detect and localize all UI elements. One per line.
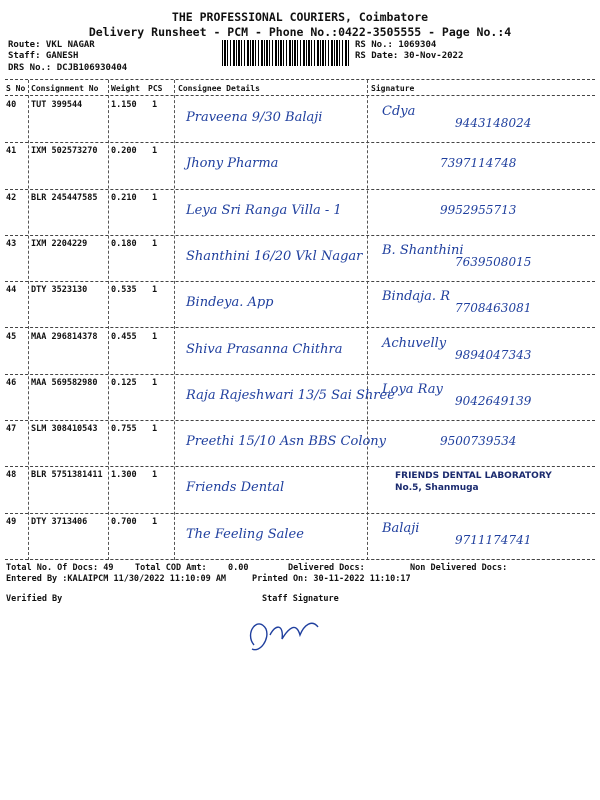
- table-row: [0, 328, 600, 374]
- table-row: [0, 420, 600, 466]
- total-cod-value: 0.00: [228, 563, 249, 573]
- rs-date: RS Date: 30-Nov-2022: [355, 51, 464, 61]
- row-weight: 1.150: [111, 100, 137, 110]
- row-sno: 46: [6, 377, 17, 388]
- row-weight: 0.755: [111, 424, 137, 435]
- staff-signature-label: Staff Signature: [262, 594, 339, 604]
- drs-number: DRS No.: DCJB106930404: [8, 63, 128, 73]
- row-sno: 44: [6, 285, 17, 296]
- staff-label: Staff: GANESH: [8, 51, 79, 61]
- total-docs: Total No. Of Docs: 49: [6, 563, 114, 573]
- col-weight: Weight: [111, 84, 140, 93]
- row-pcs: 1: [152, 470, 158, 481]
- row-sno: 43: [6, 238, 17, 249]
- row-consignment-no: DTY 3713406: [31, 516, 88, 527]
- row-consignee-handwriting: Friends Dental: [186, 480, 285, 496]
- row-signature: Loya Ray: [382, 381, 443, 397]
- col-pcs: PCS: [148, 84, 163, 93]
- table-row: [0, 466, 600, 512]
- row-sno: 42: [6, 192, 17, 203]
- row-phone: 9042649139: [455, 393, 532, 408]
- col-signature: Signature: [371, 84, 415, 93]
- row-phone: 9894047343: [455, 347, 532, 362]
- row-signature: B. Shanthini: [382, 242, 464, 258]
- row-weight: 0.200: [111, 146, 137, 157]
- row-consignment-no: DTY 3523130: [31, 285, 88, 296]
- row-weight: 1.300: [111, 470, 137, 481]
- row-phone: 7397114748: [440, 156, 517, 171]
- divider: [5, 559, 595, 560]
- row-consignment-no: SLM 308410543: [31, 424, 98, 435]
- row-pcs: 1: [152, 516, 158, 527]
- row-pcs: 1: [152, 238, 158, 249]
- row-sno: 45: [6, 331, 17, 342]
- row-consignee-handwriting: Shiva Prasanna Chithra: [186, 341, 343, 357]
- row-signature: Cdya: [382, 104, 416, 119]
- row-phone: 7639508015: [455, 254, 532, 269]
- row-consignee-handwriting: Leya Sri Ranga Villa - 1: [186, 202, 342, 218]
- row-consignee-handwriting: The Feeling Salee: [186, 526, 304, 542]
- row-pcs: 1: [152, 377, 158, 388]
- row-sno: 40: [6, 100, 17, 110]
- row-consignee-handwriting: Jhony Pharma: [186, 156, 279, 172]
- row-consignment-no: BLR 245447585: [31, 192, 98, 203]
- row-weight: 0.125: [111, 377, 137, 388]
- total-cod-label: Total COD Amt:: [135, 563, 207, 573]
- table-row: [0, 96, 600, 142]
- row-sno: 49: [6, 516, 17, 527]
- row-weight: 0.455: [111, 331, 137, 342]
- company-title: THE PROFESSIONAL COURIERS, Coimbatore: [171, 10, 429, 24]
- table-row: [0, 142, 600, 188]
- row-phone: 7708463081: [455, 301, 532, 316]
- row-pcs: 1: [152, 192, 158, 203]
- table-row: [0, 281, 600, 327]
- non-delivered-docs: Non Delivered Docs:: [410, 563, 508, 573]
- row-consignee-handwriting: Raja Rajeshwari 13/5 Sai Shree: [186, 387, 395, 403]
- row-pcs: 1: [152, 285, 158, 296]
- row-pcs: 1: [152, 100, 158, 110]
- row-signature: Bindaja. R: [382, 289, 450, 305]
- delivered-docs: Delivered Docs:: [288, 563, 365, 573]
- row-phone: 9711174741: [455, 532, 532, 547]
- row-consignment-no: MAA 569582980: [31, 377, 98, 388]
- row-consignment-no: MAA 296814378: [31, 331, 98, 342]
- verified-by: Verified By: [6, 594, 63, 604]
- row-phone: 9952955713: [440, 202, 517, 217]
- row-weight: 0.535: [111, 285, 137, 296]
- row-consignment-no: BLR 5751381411: [31, 470, 103, 481]
- col-sno: S No: [6, 84, 26, 93]
- row-pcs: 1: [152, 331, 158, 342]
- row-phone: 9443148024: [455, 116, 532, 130]
- row-consignment-no: IXM 2204229: [31, 238, 88, 249]
- route-label: Route: VKL NAGAR: [8, 40, 95, 50]
- row-consignee-handwriting: Bindeya. App: [186, 295, 274, 311]
- table-row: [0, 235, 600, 281]
- row-weight: 0.700: [111, 516, 137, 527]
- row-weight: 0.210: [111, 192, 137, 203]
- row-consignment-no: IXM 502573270: [31, 146, 98, 157]
- row-sno: 47: [6, 424, 17, 435]
- row-phone: 9500739534: [440, 434, 517, 449]
- row-pcs: 1: [152, 424, 158, 435]
- col-consignee: Consignee Details: [178, 84, 260, 93]
- col-consignment: Consignment No: [31, 84, 99, 93]
- row-sno: 41: [6, 146, 17, 157]
- rs-number: RS No.: 1069304: [355, 40, 437, 50]
- row-consignee-handwriting: Shanthini 16/20 Vkl Nagar: [186, 248, 363, 264]
- row-signature: Balaji: [382, 520, 420, 536]
- row-consignee-handwriting: Preethi 15/10 Asn BBS Colony: [186, 434, 387, 450]
- table-row: [0, 513, 600, 559]
- row-consignment-no: TUT 399544: [31, 100, 83, 110]
- barcode: [222, 40, 350, 66]
- row-consignee-handwriting: Praveena 9/30 Balaji: [186, 110, 323, 125]
- table-row: [0, 189, 600, 235]
- entered-by: Entered By :KALAIPCM 11/30/2022 11:10:09 AM: [6, 574, 227, 584]
- printed-on: Printed On: 30-11-2022 11:10:17: [252, 574, 411, 584]
- row-weight: 0.180: [111, 238, 137, 249]
- divider: [5, 79, 595, 80]
- runsheet-title: Delivery Runsheet - PCM - Phone No.:0422-3505555 - Page No.:4: [88, 25, 512, 39]
- row-signature: Achuvelly: [382, 335, 447, 351]
- row-pcs: 1: [152, 146, 158, 157]
- table-row: [0, 374, 600, 420]
- row-sno: 48: [6, 470, 17, 481]
- staff-signature-scribble: [240, 605, 330, 660]
- row-stamp: FRIENDS DENTAL LABORATORY No.5, Shanmuga: [395, 471, 552, 494]
